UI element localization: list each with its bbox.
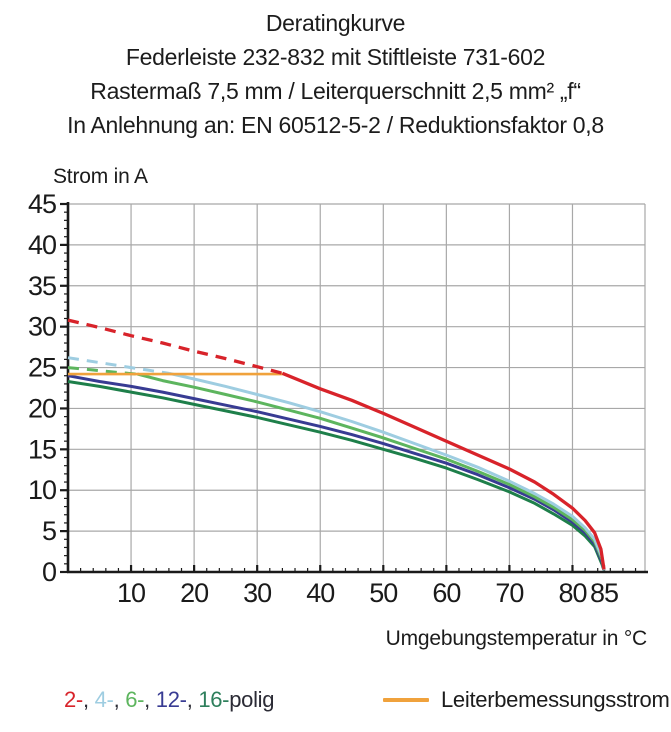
series-4-polig-solid xyxy=(169,373,604,570)
x-tick-label-60: 60 xyxy=(432,578,461,608)
legend-item-4polig: 4- xyxy=(94,687,114,712)
series-12-polig-solid xyxy=(68,376,604,571)
x-tick-label-40: 40 xyxy=(306,578,335,608)
x-tick-label-80: 80 xyxy=(558,578,587,608)
series-6-polig-solid xyxy=(137,374,604,570)
legend-item-6polig: 6- xyxy=(125,687,145,712)
legend-item-16polig: 16- xyxy=(198,687,230,712)
x-tick-label-10: 10 xyxy=(117,578,146,608)
legend-separator: , xyxy=(144,687,156,712)
y-tick-label-0: 0 xyxy=(41,557,56,587)
x-tick-label-20: 20 xyxy=(180,578,209,608)
y-tick-label-45: 45 xyxy=(27,189,56,219)
y-tick-label-25: 25 xyxy=(27,352,56,383)
y-tick-label-15: 15 xyxy=(27,434,56,465)
x-tick-label-30: 30 xyxy=(243,578,272,608)
legend-item-2polig: 2- xyxy=(64,687,83,712)
y-axis-title: Strom in A xyxy=(53,165,148,188)
series-4-polig-dashed xyxy=(68,358,169,374)
legend-separator: , xyxy=(82,687,95,712)
legend-separator: , xyxy=(113,687,126,712)
legend-item-12polig: 12- xyxy=(155,687,187,712)
legend-separator: , xyxy=(186,687,199,712)
y-tick-label-5: 5 xyxy=(41,516,56,547)
rated-current-line-swatch xyxy=(383,698,429,702)
x-axis-title: Umgebungstemperatur in °C xyxy=(385,627,647,650)
series-2-polig-dashed xyxy=(68,320,282,373)
rated-current-label: Leiterbemessungsstrom xyxy=(441,687,670,712)
y-tick-label-30: 30 xyxy=(27,311,56,342)
rated-current-legend xyxy=(383,687,669,713)
series-2-polig-solid xyxy=(282,373,604,569)
chart-title: Deratingkurve xyxy=(265,10,406,36)
x-tick-label-50: 50 xyxy=(369,578,398,608)
chart-subtitle-standard: In Anlehnung an: EN 60512-5-2 / Reduktionsfaktor 0,8 xyxy=(67,112,604,138)
x-tick-label-85: 85 xyxy=(589,578,619,608)
y-tick-label-10: 10 xyxy=(27,475,56,506)
y-tick-label-35: 35 xyxy=(27,270,56,301)
poles-legend xyxy=(64,687,274,713)
x-tick-label-70: 70 xyxy=(495,578,524,608)
chart-subtitle-pitch: Rastermaß 7,5 mm / Leiterquerschnitt 2,5 mm² „f“ xyxy=(90,78,581,104)
chart-subtitle-parts: Federleiste 232-832 mit Stiftleiste 731-602 xyxy=(125,44,546,70)
y-tick-label-40: 40 xyxy=(27,229,56,260)
y-tick-label-20: 20 xyxy=(27,393,56,424)
legend-suffix: polig xyxy=(229,687,275,712)
